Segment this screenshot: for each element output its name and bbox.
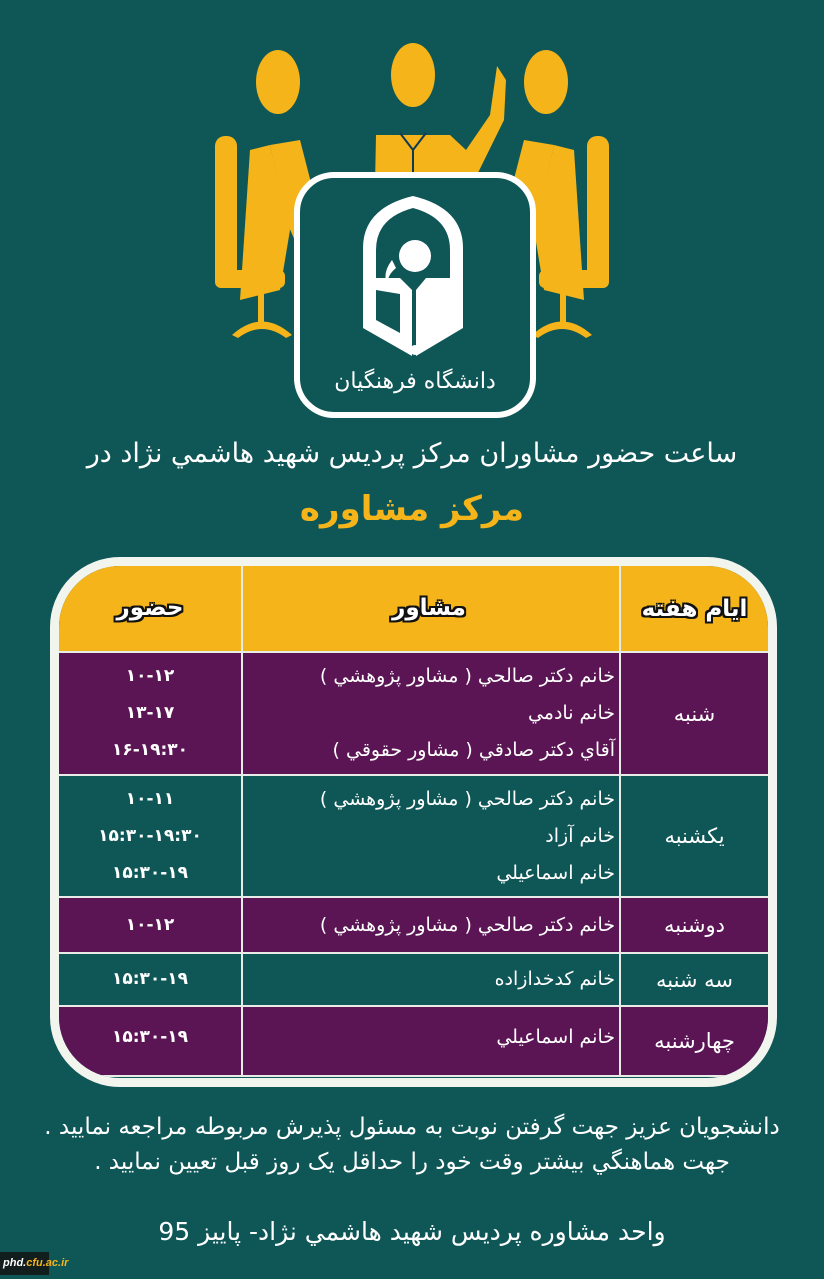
notice-line-1: دانشجویان عزیز جهت گرفتن نوبت به مسئول پذیرش مربوطه مراجعه نمایید .	[44, 1114, 780, 1140]
time-cell	[59, 897, 242, 953]
table-row	[59, 897, 768, 953]
day-cell: سه شنبه	[620, 953, 768, 1006]
time-cell	[59, 1006, 242, 1076]
counselor-name: خانم دکتر صالحي ( مشاور پژوهشي )	[319, 787, 615, 810]
counselor-cell	[242, 953, 620, 1006]
time-slot: ۱۰-۱۱	[125, 788, 175, 809]
page-subtitle: ساعت حضور مشاوران مرکز پردیس شهید هاشمي نژاد در	[86, 438, 738, 469]
counselor-name: خانم اسماعیلي	[496, 1026, 615, 1048]
counselor-name: خانم نادمي	[527, 702, 615, 724]
time-slot: ۱۰-۱۲	[125, 666, 175, 686]
counselor-name: آقاي دکتر صادقي ( مشاور حقوقي )	[332, 739, 615, 761]
time-slot: ۱۶-۱۹:۳۰	[111, 740, 189, 760]
table-row	[59, 775, 768, 897]
counselor-name: خانم آزاد	[545, 824, 615, 847]
column-header-time: حضور	[59, 566, 242, 652]
time-slot: ۱۵:۳۰-۱۹	[111, 969, 189, 989]
time-cell	[59, 953, 242, 1006]
day-cell: دوشنبه	[620, 897, 768, 953]
watermark-part-1: phd.	[3, 1257, 27, 1269]
column-header-day: ایام هفته	[620, 566, 768, 652]
logo-caption: دانشگاه فرهنگیان	[334, 369, 496, 394]
counselor-cell	[242, 652, 620, 775]
table-header-row	[59, 566, 768, 652]
watermark-part-2: cfu.ac.ir	[26, 1257, 69, 1269]
counselor-cell	[242, 897, 620, 953]
footer-signature: واحد مشاوره پردیس شهید هاشمي نژاد- پاییز 95	[158, 1217, 666, 1246]
time-cell	[59, 652, 242, 775]
day-cell: چهارشنبه	[620, 1006, 768, 1076]
time-slot: ۱۰-۱۲	[125, 914, 175, 935]
day-cell: شنبه	[620, 652, 768, 775]
column-header-counselor: مشاور	[242, 566, 620, 652]
page-title: مرکز مشاوره	[299, 489, 525, 529]
counselor-name: خانم اسماعیلي	[496, 861, 615, 884]
time-slot: ۱۵:۳۰-۱۹	[111, 862, 189, 883]
table-row	[59, 1006, 768, 1076]
time-slot: ۱۳-۱۷	[125, 703, 175, 723]
notice-line-2: جهت هماهنگي بیشتر وقت خود را حداقل یک روز قبل تعیین نمایید .	[94, 1149, 730, 1175]
schedule-table-frame	[50, 557, 777, 1087]
counselor-cell	[242, 1006, 620, 1076]
counselor-name: خانم دکتر صالحي ( مشاور پژوهشي )	[319, 665, 615, 687]
counselor-name: خانم دکتر صالحي ( مشاور پژوهشي )	[319, 913, 615, 936]
day-cell: یکشنبه	[620, 775, 768, 897]
table-row	[59, 953, 768, 1006]
counselor-cell	[242, 775, 620, 897]
notice-text	[0, 1110, 824, 1180]
site-watermark	[0, 1252, 69, 1275]
schedule-table	[59, 566, 768, 1077]
university-logo	[294, 172, 536, 418]
counselor-name: خانم کدخدازاده	[494, 968, 615, 990]
time-slot: ۱۵:۳۰-۱۹:۳۰	[98, 825, 202, 846]
table-row	[59, 652, 768, 775]
time-slot: ۱۵:۳۰-۱۹	[111, 1027, 189, 1047]
time-cell	[59, 775, 242, 897]
